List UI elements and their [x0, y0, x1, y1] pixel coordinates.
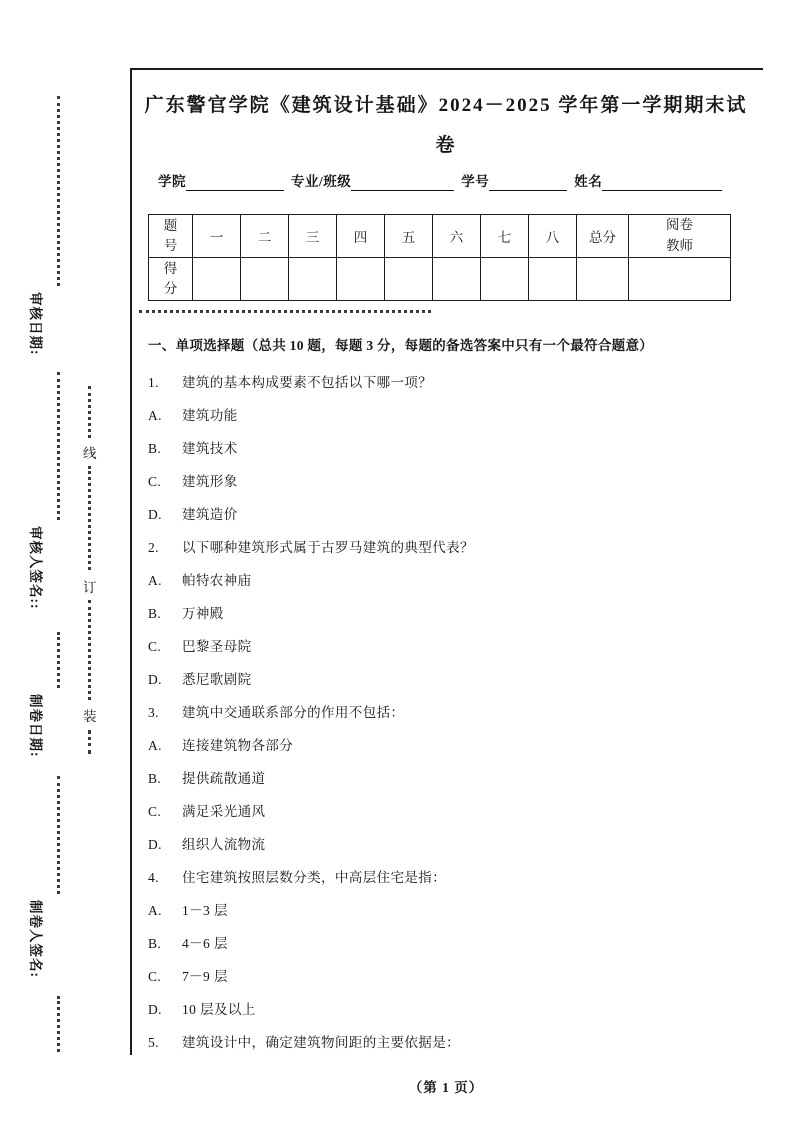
option-text: 7－9 层	[182, 969, 228, 984]
option-text: 组织人流物流	[182, 837, 266, 852]
score-cell	[481, 258, 529, 301]
option-key: D.	[148, 672, 162, 687]
option-text: 10 层及以上	[182, 1002, 256, 1017]
option-line	[148, 498, 754, 531]
content-top-border	[130, 68, 763, 70]
margin-dotted-line	[57, 372, 60, 520]
option-text: 巴黎圣母院	[182, 639, 252, 654]
question-stem	[148, 696, 754, 729]
binding-line-segment	[88, 730, 91, 754]
option-text: 建筑造价	[182, 507, 238, 522]
option-line	[148, 564, 754, 597]
option-key: A.	[148, 573, 162, 588]
score-table-header-row	[149, 215, 731, 258]
binding-line-char: 装	[83, 709, 97, 724]
question-list	[148, 366, 754, 1059]
content-left-border	[130, 68, 132, 1055]
question-text: 建筑中交通联系部分的作用不包括：	[182, 705, 405, 720]
score-table-col-total: 总分	[577, 215, 629, 258]
form-blank-college	[186, 174, 284, 191]
option-key: C.	[148, 474, 162, 489]
score-table-col: 七	[481, 215, 529, 258]
question-text: 建筑的基本构成要素不包括以下哪一项？	[182, 375, 433, 390]
page-footer: （第 1 页）	[408, 1080, 484, 1095]
margin-dotted-line	[57, 96, 60, 286]
option-line	[148, 432, 754, 465]
margin-label-review-date: 审核日期:	[28, 292, 43, 356]
option-text: 4－6 层	[182, 936, 228, 951]
option-key: C.	[148, 804, 162, 819]
form-blank-name	[602, 174, 722, 191]
option-key: D.	[148, 507, 162, 522]
option-line	[148, 630, 754, 663]
score-label: 得分	[163, 261, 178, 296]
option-text: 帕特农神庙	[182, 573, 252, 588]
question-number: 2.	[148, 540, 159, 555]
margin-dotted-line	[57, 632, 60, 688]
score-cell	[337, 258, 385, 301]
margin-dotted-line	[57, 776, 60, 894]
binding-line-segment	[88, 466, 91, 570]
question-stem	[148, 861, 754, 894]
option-key: D.	[148, 1002, 162, 1017]
form-label-college: 学院	[158, 174, 186, 189]
section-heading: 一、单项选择题（总共 10 题，每题 3 分，每题的备选答案中只有一个最符合题意）	[148, 338, 654, 353]
score-table-corner-cell	[149, 215, 193, 258]
score-table-col: 一	[193, 215, 241, 258]
option-line	[148, 795, 754, 828]
score-table-col: 二	[241, 215, 289, 258]
score-table-col: 五	[385, 215, 433, 258]
question-number: 4.	[148, 870, 159, 885]
binding-line-char: 订	[83, 580, 97, 595]
score-cell	[385, 258, 433, 301]
binding-line-segment	[88, 386, 91, 438]
score-cell	[433, 258, 481, 301]
score-table-col: 四	[337, 215, 385, 258]
option-line	[148, 828, 754, 861]
option-line	[148, 597, 754, 630]
option-key: C.	[148, 639, 162, 654]
option-key: B.	[148, 936, 162, 951]
score-cell	[577, 258, 629, 301]
option-line	[148, 927, 754, 960]
margin-label-paper-maker-signature: 制卷人签名:	[28, 900, 43, 978]
option-key: C.	[148, 969, 162, 984]
option-line	[148, 663, 754, 696]
option-key: A.	[148, 408, 162, 423]
question-text: 住宅建筑按照层数分类，中高层住宅是指：	[182, 870, 447, 885]
option-line	[148, 399, 754, 432]
score-row-label-cell	[149, 258, 193, 301]
question-text: 建筑设计中，确定建筑物间距的主要依据是：	[182, 1035, 460, 1050]
form-blank-major-class	[351, 174, 454, 191]
question-number: 5.	[148, 1035, 159, 1050]
score-table-score-row	[149, 258, 731, 301]
margin-label-reviewer-signature: 审核人签名::	[28, 526, 43, 610]
option-text: 悉尼歌剧院	[182, 672, 252, 687]
exam-title	[140, 86, 752, 166]
option-key: A.	[148, 903, 162, 918]
score-table-col: 三	[289, 215, 337, 258]
binding-line-segment	[88, 600, 91, 700]
option-text: 连接建筑物各部分	[182, 738, 294, 753]
option-line	[148, 894, 754, 927]
seal-dotted-line	[139, 310, 431, 313]
question-text: 以下哪种建筑形式属于古罗马建筑的典型代表？	[182, 540, 474, 555]
option-text: 满足采光通风	[182, 804, 266, 819]
exam-title-line2: 卷	[435, 135, 457, 156]
option-text: 建筑技术	[182, 441, 238, 456]
margin-label-paper-date: 制卷日期:	[28, 694, 43, 758]
score-table	[148, 214, 731, 301]
option-text: 建筑形象	[182, 474, 238, 489]
option-line	[148, 960, 754, 993]
option-line	[148, 465, 754, 498]
score-table-col-grader	[629, 215, 731, 258]
option-line	[148, 762, 754, 795]
score-table-col: 六	[433, 215, 481, 258]
form-label-major-class: 专业/班级	[291, 174, 352, 189]
option-key: B.	[148, 606, 162, 621]
question-stem	[148, 531, 754, 564]
form-label-student-id: 学号	[461, 174, 490, 189]
question-number: 1.	[148, 375, 159, 390]
score-cell	[289, 258, 337, 301]
question-stem	[148, 1026, 754, 1059]
option-key: B.	[148, 771, 162, 786]
form-blank-student-id	[489, 174, 567, 191]
option-text: 1－3 层	[182, 903, 228, 918]
option-key: A.	[148, 738, 162, 753]
student-info-row	[158, 170, 722, 191]
option-key: D.	[148, 837, 162, 852]
question-number: 3.	[148, 705, 159, 720]
score-cell	[529, 258, 577, 301]
option-key: B.	[148, 441, 162, 456]
grader-label: 阅卷教师	[666, 217, 693, 253]
exam-title-line1: 广东警官学院《建筑设计基础》2024－2025 学年第一学期期末试	[144, 95, 748, 116]
score-cell	[629, 258, 731, 301]
question-stem	[148, 366, 754, 399]
option-text: 万神殿	[182, 606, 224, 621]
option-line	[148, 993, 754, 1026]
option-text: 提供疏散通道	[182, 771, 266, 786]
score-cell	[193, 258, 241, 301]
score-table-col: 八	[529, 215, 577, 258]
score-cell	[241, 258, 289, 301]
corner-label: 题号	[163, 218, 178, 253]
option-line	[148, 729, 754, 762]
option-text: 建筑功能	[182, 408, 238, 423]
form-label-name: 姓名	[574, 174, 603, 189]
binding-line-char: 线	[83, 446, 97, 461]
margin-dotted-line	[57, 996, 60, 1052]
